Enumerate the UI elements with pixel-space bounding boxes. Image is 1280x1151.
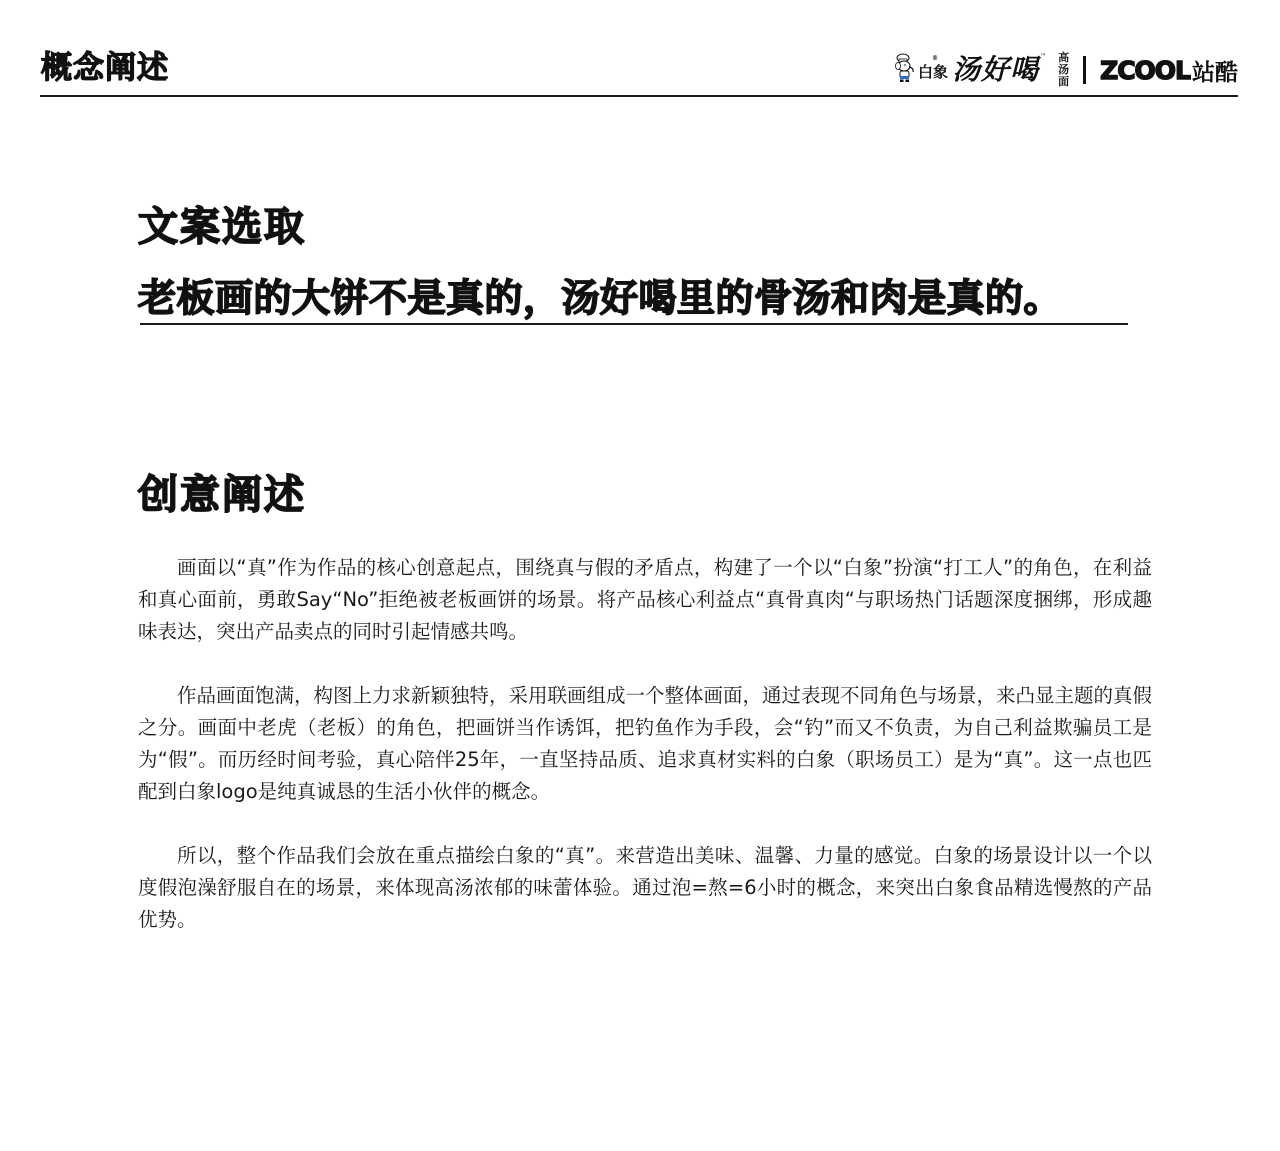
chef-elephant-mascot-icon — [894, 53, 916, 83]
page-header — [40, 0, 1238, 97]
brand-logos — [894, 46, 1238, 90]
tagline-char: 面 — [1058, 75, 1070, 88]
idea-body — [138, 552, 1152, 936]
zcool-logo: ZCOOL — [1100, 55, 1190, 85]
tagline-char: 高 — [1058, 51, 1070, 64]
slogan-underline — [140, 323, 1128, 325]
idea-paragraph: 作品画面饱满，构图上力求新颖独特，采用联画组成一个整体画面，通过表现不同角色与场景，来凸显主题的真假之分。画面中老虎（老板）的角色，把画饼当作诱饵，把钓鱼作为手段，会“钓”而又不负责，为自己利益欺骗员工是为“假”。而历经时间考验，真心陪伴25年，一直坚持品质、追求真材实料的白象（职场员工）是为“真”。这一点也匹配到白象logo是纯真诚恳的生活小伙伴的概念。 — [138, 684, 1153, 803]
product-logo-text: 汤好喝 — [952, 53, 1040, 86]
zcool-chinese-name: 站酷 — [1192, 59, 1238, 86]
registered-mark: ® — [932, 54, 939, 62]
page-title: 概念阐述 — [41, 50, 169, 86]
trademark-symbol: ™ — [1040, 52, 1047, 60]
sub-brand-name: 白象 — [918, 62, 949, 81]
brand-divider — [1083, 56, 1086, 84]
copy-section-heading: 文案选取 — [138, 204, 306, 250]
idea-section-heading: 创意阐述 — [138, 472, 306, 518]
baixiang-brand-mark — [918, 54, 949, 82]
slogan-text: 老板画的大饼不是真的，汤好喝里的骨汤和肉是真的。 — [138, 276, 1063, 320]
product-tagline-vertical — [1058, 52, 1069, 88]
idea-paragraph: 画面以“真”作为作品的核心创意起点，围绕真与假的矛盾点，构建了一个以“白象”扮演“打工人”的角色，在利益和真心面前，勇敢Say“No”拒绝被老板画饼的场景。将产品核心利益点“真骨真肉“与职场热门话题深度捆绑，形成趣味表达，突出产品卖点的同时引起情感共鸣。 — [138, 556, 1152, 643]
idea-paragraph: 所以，整个作品我们会放在重点描绘白象的“真”。来营造出美味、温馨、力量的感觉。白象的场景设计以一个以度假泡澡舒服自在的场景，来体现高汤浓郁的味蕾体验。通过泡=熬=6小时的概念，来突出白象食品精选慢熬的产品优势。 — [138, 844, 1152, 931]
tagline-char: 汤 — [1058, 63, 1070, 76]
header-divider — [40, 95, 1238, 97]
